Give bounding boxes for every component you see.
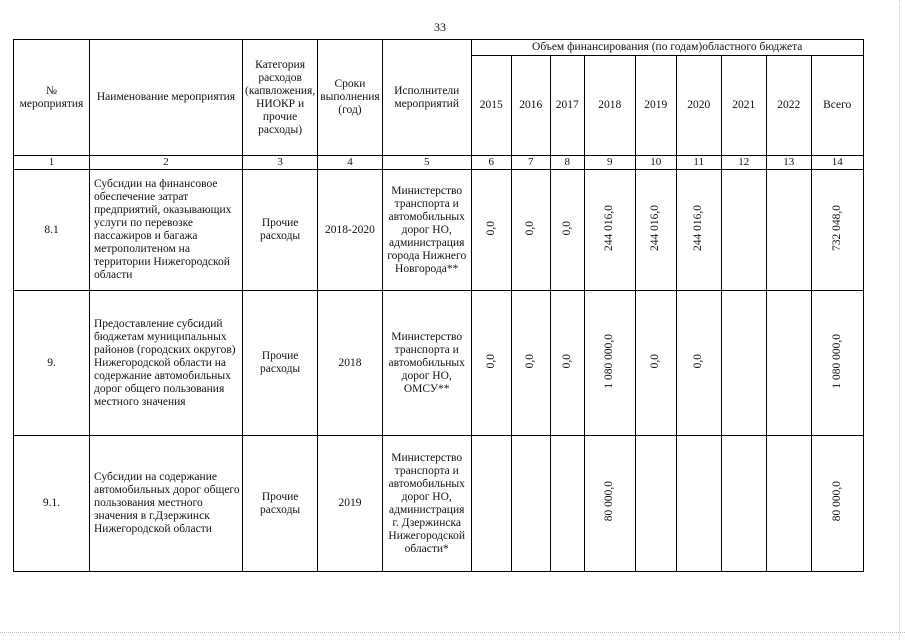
row-name: Субсидии на финансовое обеспечение затрат предприятий, оказывающих услуги по перевозке пассажиров и багажа метрополитеном на территории Нижегородской области bbox=[90, 170, 243, 291]
column-number: 2 bbox=[90, 156, 243, 170]
row-number: 8.1 bbox=[14, 170, 90, 291]
page-bottom-edge bbox=[0, 632, 905, 633]
column-number: 14 bbox=[811, 156, 863, 170]
value-cell: 0,0 bbox=[560, 353, 573, 369]
column-number: 3 bbox=[243, 156, 318, 170]
row-executors: Министерство транспорта и автомобильных дорог НО, администрация города Нижнего Новгорода** bbox=[382, 170, 471, 291]
header-year: 2016 bbox=[511, 56, 550, 156]
header-total: Всего bbox=[811, 56, 863, 156]
header-year: 2018 bbox=[584, 56, 635, 156]
value-cell: 0,0 bbox=[524, 353, 537, 369]
row-name: Предоставление субсидий бюджетам муниципальных районов (городских округов) Нижегородской области на содержание автомобильных дорог общего пользования местного значения bbox=[90, 291, 243, 436]
financing-table bbox=[13, 39, 864, 572]
row-terms: 2019 bbox=[318, 436, 383, 572]
row-number: 9.1. bbox=[14, 436, 90, 572]
column-number: 5 bbox=[382, 156, 471, 170]
header-year: 2022 bbox=[766, 56, 811, 156]
total-cell: 80 000,0 bbox=[830, 481, 843, 522]
header-terms: Сроки выполнения (год) bbox=[318, 40, 383, 156]
row-executors: Министерство транспорта и автомобильных дорог НО, администрация г. Дзержинска Нижегородской области* bbox=[382, 436, 471, 572]
total-cell: 1 080 000,0 bbox=[830, 333, 843, 389]
header-year: 2021 bbox=[721, 56, 766, 156]
value-cell: 0,0 bbox=[692, 353, 705, 369]
value-cell: 244 016,0 bbox=[692, 205, 705, 251]
header-year: 2017 bbox=[550, 56, 584, 156]
value-cell: 1 080 000,0 bbox=[603, 333, 616, 389]
page-right-edge bbox=[899, 0, 900, 640]
column-number: 4 bbox=[318, 156, 383, 170]
header-number: № мероприятия bbox=[14, 40, 90, 156]
header-year: 2019 bbox=[635, 56, 676, 156]
row-category: Прочие расходы bbox=[243, 436, 318, 572]
table-row bbox=[14, 291, 864, 436]
header-year: 2020 bbox=[676, 56, 721, 156]
value-cell: 244 016,0 bbox=[603, 205, 616, 251]
value-cell: 0,0 bbox=[484, 353, 497, 369]
column-number: 13 bbox=[766, 156, 811, 170]
column-number: 6 bbox=[471, 156, 511, 170]
value-cell: 0,0 bbox=[649, 353, 662, 369]
column-number: 10 bbox=[635, 156, 676, 170]
row-name: Субсидии на содержание автомобильных дорог общего пользования местного значения в г.Дзержинск Нижегородской области bbox=[90, 436, 243, 572]
value-cell: 0,0 bbox=[484, 220, 497, 236]
column-number: 7 bbox=[511, 156, 550, 170]
column-number: 12 bbox=[721, 156, 766, 170]
row-category: Прочие расходы bbox=[243, 291, 318, 436]
row-category: Прочие расходы bbox=[243, 170, 318, 291]
column-numbers-row bbox=[14, 156, 864, 170]
row-terms: 2018 bbox=[318, 291, 383, 436]
page-number: 33 bbox=[434, 20, 446, 34]
column-number: 9 bbox=[584, 156, 635, 170]
row-executors: Министерство транспорта и автомобильных дорог НО, ОМСУ** bbox=[382, 291, 471, 436]
table-row bbox=[14, 170, 864, 291]
table-row bbox=[14, 436, 864, 572]
row-number: 9. bbox=[14, 291, 90, 436]
header-name: Наименование мероприятия bbox=[90, 40, 243, 156]
header-executors: Исполнители мероприятий bbox=[382, 40, 471, 156]
header-year: 2015 bbox=[471, 56, 511, 156]
column-number: 1 bbox=[14, 156, 90, 170]
row-terms: 2018-2020 bbox=[318, 170, 383, 291]
column-number: 11 bbox=[676, 156, 721, 170]
header-category: Категория расходов (капвложения, НИОКР и прочие расходы) bbox=[243, 40, 318, 156]
header-funding-title: Объем финансирования (по годам)областного бюджета bbox=[471, 40, 863, 56]
column-number: 8 bbox=[550, 156, 584, 170]
value-cell: 80 000,0 bbox=[603, 481, 616, 522]
value-cell: 244 016,0 bbox=[649, 205, 662, 251]
value-cell: 0,0 bbox=[560, 220, 573, 236]
value-cell: 0,0 bbox=[524, 220, 537, 236]
total-cell: 732 048,0 bbox=[830, 205, 843, 251]
